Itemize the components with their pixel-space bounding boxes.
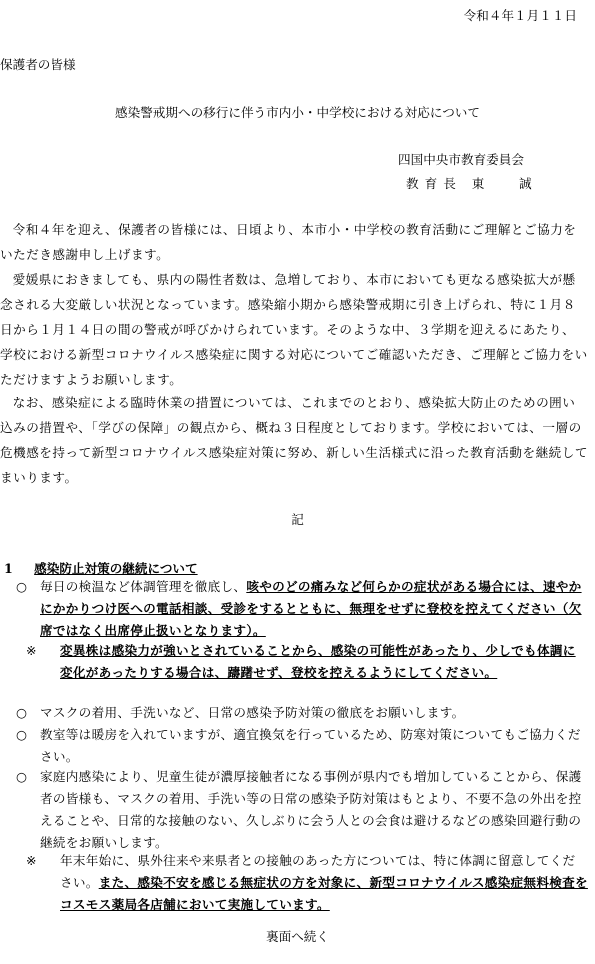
sender-organization: 四国中央市教育委員会 <box>398 152 524 167</box>
continued-on-back: 裏面へ続く <box>266 929 329 944</box>
note-item <box>26 640 588 684</box>
section-number: 1 <box>4 561 13 576</box>
list-item <box>16 766 588 854</box>
paragraph-greeting: 令和４年を迎え、保護者の皆様には、日頃より、本市小・中学校の教育活動にご理解とご協力をいただき感謝申し上げます。 <box>0 222 577 262</box>
document-date: 令和４年１月１１日 <box>463 8 577 23</box>
sender-name: 教育長 東 誠 <box>406 176 538 191</box>
note2-text: 年末年始に、県外往来や来県者との接触のあった方については、特に体調に留意してください。 <box>60 853 576 890</box>
circle-bullet-icon: ○ <box>16 579 28 594</box>
note2-emphasis: また、感染不安を感じる無症状の方を対象に、新型コロナウイルス感染症無料検査をコスモス薬局各店舗において実施しています。 <box>60 875 588 912</box>
item2-text: マスクの着用、手洗いなど、日常の感染予防対策の徹底をお願いします。 <box>40 705 465 720</box>
note-mark-icon: ※ <box>26 643 37 658</box>
note1-emphasis: 変異株は感染力が強いとされていることから、感染の可能性があったり、少しでも体調に変化があったりする場合は、躊躇せず、登校を控えるようにしてください。 <box>60 643 576 680</box>
item4-text: 家庭内感染により、児童生徒が濃厚接触者になる事例が県内でも増加していることから、保護者の皆様も、マスクの着用、手洗い等の日常の感染予防対策はもとより、不要不急の外出を控えることや、日常的な接触のない、久しぶりに会う人との会食は避けるなどの感染回避行動の継続をお願いします。 <box>40 769 582 850</box>
note-item <box>26 850 588 916</box>
item1-text: 毎日の検温など体調管理を徹底し、 <box>40 579 247 594</box>
recipient: 保護者の皆様 <box>0 57 76 72</box>
note-mark-icon: ※ <box>26 853 37 868</box>
document-title: 感染警戒期への移行に伴う市内小・中学校における対応について <box>115 105 480 120</box>
list-item <box>16 576 588 642</box>
paragraph-situation: 愛媛県におきましても、県内の陽性者数は、急増しており、本市においても更なる感染拡大が懸念される大変厳しい状況となっています。感染縮小期から感染警戒期に引き上げられ、特に１月８日から１月１４日の間の警戒が呼びかけられています。そのような中、３学期を迎えるにあたり、学校における新型コロナウイルス感染症に関する対応についてご確認いただき、ご理解とご協力をいただけますようお願いします。 <box>0 272 588 387</box>
item1-emphasis: 咳やのどの痛みなど何らかの症状がある場合には、速やかにかかりつけ医への電話相談、受診をするとともに、無理をせずに登校を控えてください（欠席ではなく出席停止扱いとなります）。 <box>40 579 582 638</box>
section-title: 感染防止対策の継続について <box>34 561 198 576</box>
ki-heading: 記 <box>291 512 304 527</box>
circle-bullet-icon: ○ <box>16 769 28 784</box>
list-item <box>16 724 588 768</box>
item3-text: 教室等は暖房を入れていますが、適宜換気を行っているため、防寒対策についてもご協力ください。 <box>40 727 581 764</box>
circle-bullet-icon: ○ <box>16 727 28 742</box>
circle-bullet-icon: ○ <box>16 705 28 720</box>
paragraph-closure-policy: なお、感染症による臨時休業の措置については、これまでのとおり、感染拡大防止のための囲い込みの措置や、「学びの保障」の観点から、概ね３日程度としております。学校においては、一層の危機感を持って新型コロナウイルス感染症対策に努め、新しい生活様式に沿った教育活動を継続してまいります。 <box>0 395 588 485</box>
list-item <box>16 702 588 724</box>
